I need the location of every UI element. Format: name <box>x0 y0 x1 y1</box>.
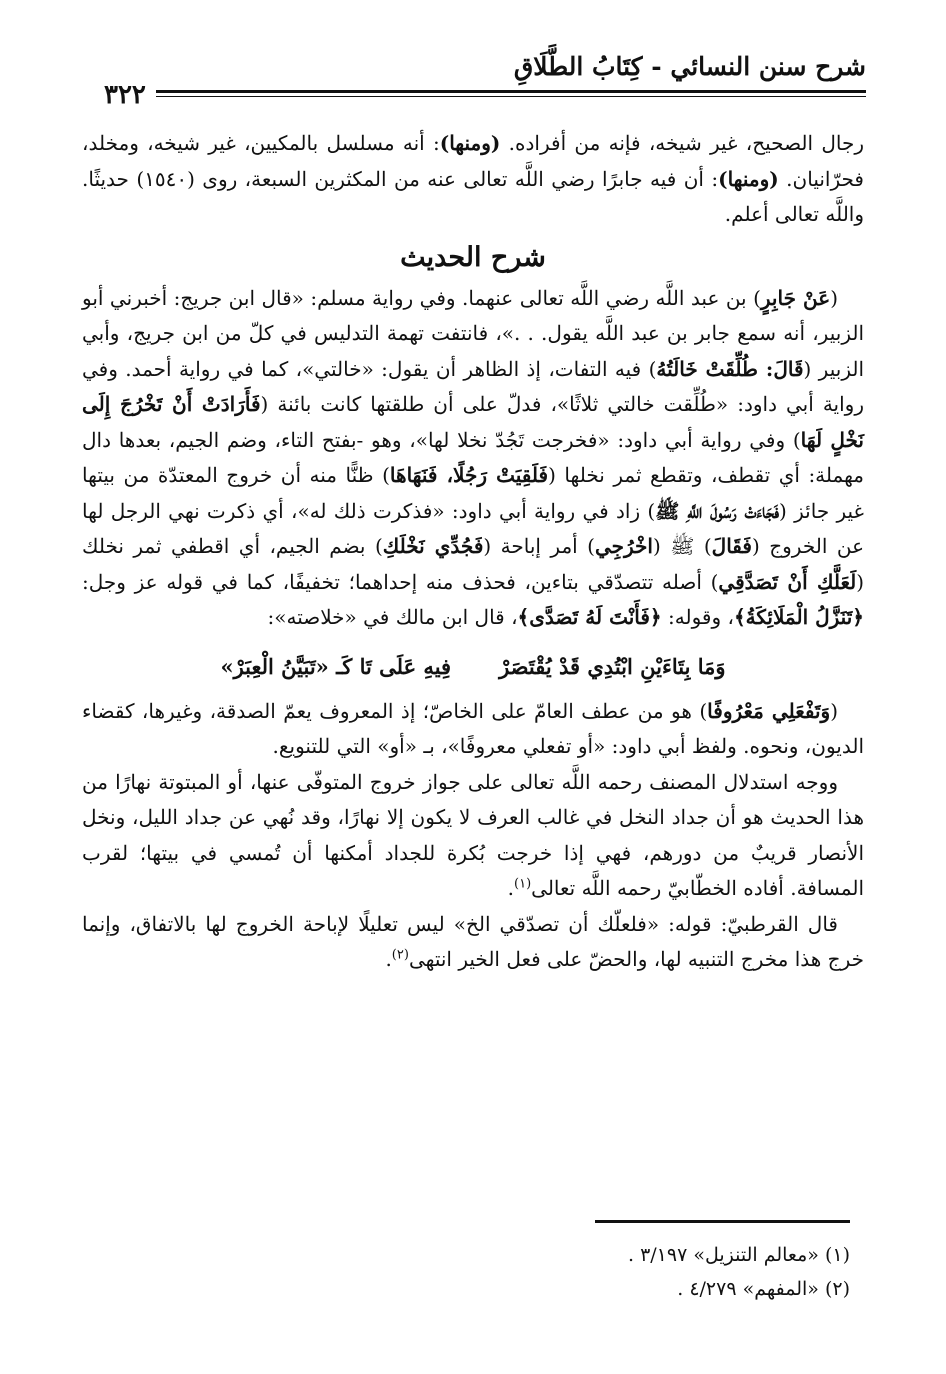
header-rule-thin <box>80 96 866 97</box>
footnote-ref: (١) <box>514 876 532 892</box>
istidlal-paragraph: ووجه استدلال المصنف رحمه اللَّه تعالى على جواز خروج المتوفّى عنها، أو المبتوتة نهارًا من هذا الحديث هو أن جداد النخل في غالب العرف لا يكون إلا نهارًا، وقد نُهي عن جداد الليل، ونخل الأنصار قريبٌ من دورهم، فهي إذا خرجت بُكرة للجداد أمكنها أن تُمسي في بيتها؛ لقرب المسافة. أفاده الخطّابيّ رحمه اللَّه تعالى$^{(١)}$. <box>82 769 864 900</box>
section-title: شرح الحديث <box>400 241 546 273</box>
footnote-separator <box>595 1220 850 1223</box>
poetry-verse <box>82 642 864 692</box>
after-verse-paragraph: (وَتَفْعَلِي مَعْرُوفًا) هو من عطف العامّ على الخاصّ؛ إذ المعروف يعمّ الصدقة، وغيرها، كقضاء الديون، ونحوه. ولفظ أبي داود: «أو تفعلي معروفًا»، بـ «أو» التي للتنويع. <box>82 698 864 758</box>
header-rule-thick <box>80 90 866 93</box>
intro-paragraph: رجال الصحيح، غير شيخه، فإنه من أفراده. (ومنها): أنه مسلسل بالمكيين، غير شيخه، ومخلد، فحرّانيان. (ومنها): أن فيه جابرًا رضي اللَّه تعالى عنه من المكثرين السبعة، روى (١٥٤٠) حديثًا. واللَّه تعالى أعلم. <box>82 131 864 226</box>
footnote-item: (٢) «المفهم» ٤/٢٧٩ . <box>677 1278 850 1300</box>
main-text <box>82 126 864 978</box>
page-header <box>80 52 866 112</box>
page-number: ٣٢٢ <box>80 80 156 110</box>
running-title: شرح سنن النسائي - كِتَابُ الطَّلَاقِ <box>513 52 866 81</box>
footnote-item: (١) «معالم التنزيل» ٣/١٩٧ . <box>627 1244 850 1266</box>
verse-second-hemistich: فِيهِ عَلَى تَا كَـ «تَبَيَّنُ الْعِبَرْ» <box>220 653 452 679</box>
footnote-ref: (٢) <box>391 947 409 963</box>
footnotes <box>96 1238 850 1306</box>
quran-quote: ﴿فَأَنْتَ لَهُ تَصَدَّى﴾ <box>517 605 662 629</box>
hadith-commentary: (عَنْ جَابِرٍ) بن عبد اللَّه رضي اللَّه تعالى عنهما. وفي رواية مسلم: «قال ابن جريج: أخبرني أبو الزبير، أنه سمع جابر بن عبد اللَّه يقول. . .»، فانتفت تهمة التدليس في كلّ من ابن جريج، وأبي الزبير (قَالَ: طُلِّقَتْ خَالَتُهُ) فيه التفات، إذ الظاهر أن يقول: «خالتي»، كما في رواية أحمد. وفي رواية أبي داود: «طُلِّقت خالتي ثلاثًا»، فدلّ على أن طلقتها كانت بائنة (فَأَرَادَتْ أَنْ تَخْرُجَ إِلَى نَخْلٍ لَهَا) وفي رواية أبي داود: «فخرجت تَجُدّ نخلا لها»، وهو -بفتح التاء، وضم الجيم، بعدها دال مهملة: أي تقطف، وتقطع ثمر نخلها (فَلَقِيَتْ رَجُلًا، فَنَهَاهَا) ظنًّا منه أن خروج المعتدّة من بيتها غير جائز (فَجَاءَتْ رَسُولَ اللَّهِ ﷺ) زاد في رواية أبي داود: «فذكرت ذلك له»، أي ذكرت نهي الرجل لها عن الخروج (فَقَالَ) ﷺ (اخْرُجِي) أمر إباحة (فَجُدِّي نَخْلَكِ) بضم الجيم، أي اقطفي ثمر نخلك (لَعَلَّكِ أَنْ تَصَدَّقِي) أصله تتصدّقي بتاءين، فحذف منه إحداهما؛ تخفيفًا، كما في قوله عز وجل: ﴿تَنَزَّلُ الْمَلَائِكَةُ﴾، وقوله: ﴿فَأَنْتَ لَهُ تَصَدَّى﴾، قال ابن مالك في «خلاصته»: <box>82 285 865 629</box>
quran-quote: ﴿تَنَزَّلُ الْمَلَائِكَةُ﴾ <box>733 605 864 629</box>
verse-first-hemistich: وَمَا بِتَاءَيْنِ ابْتُدِي قَدْ يُقْتَصَرْ <box>499 653 726 679</box>
qurtubi-paragraph: قال القرطبيّ: قوله: «فلعلّك أن تصدّقي الخ» ليس تعليلًا لإباحة الخروج لها بالاتفاق، وإنما خرج هذا مخرج التنبيه لها، والحضّ على فعل الخير انتهى$^{(٢)}$. <box>82 911 864 971</box>
